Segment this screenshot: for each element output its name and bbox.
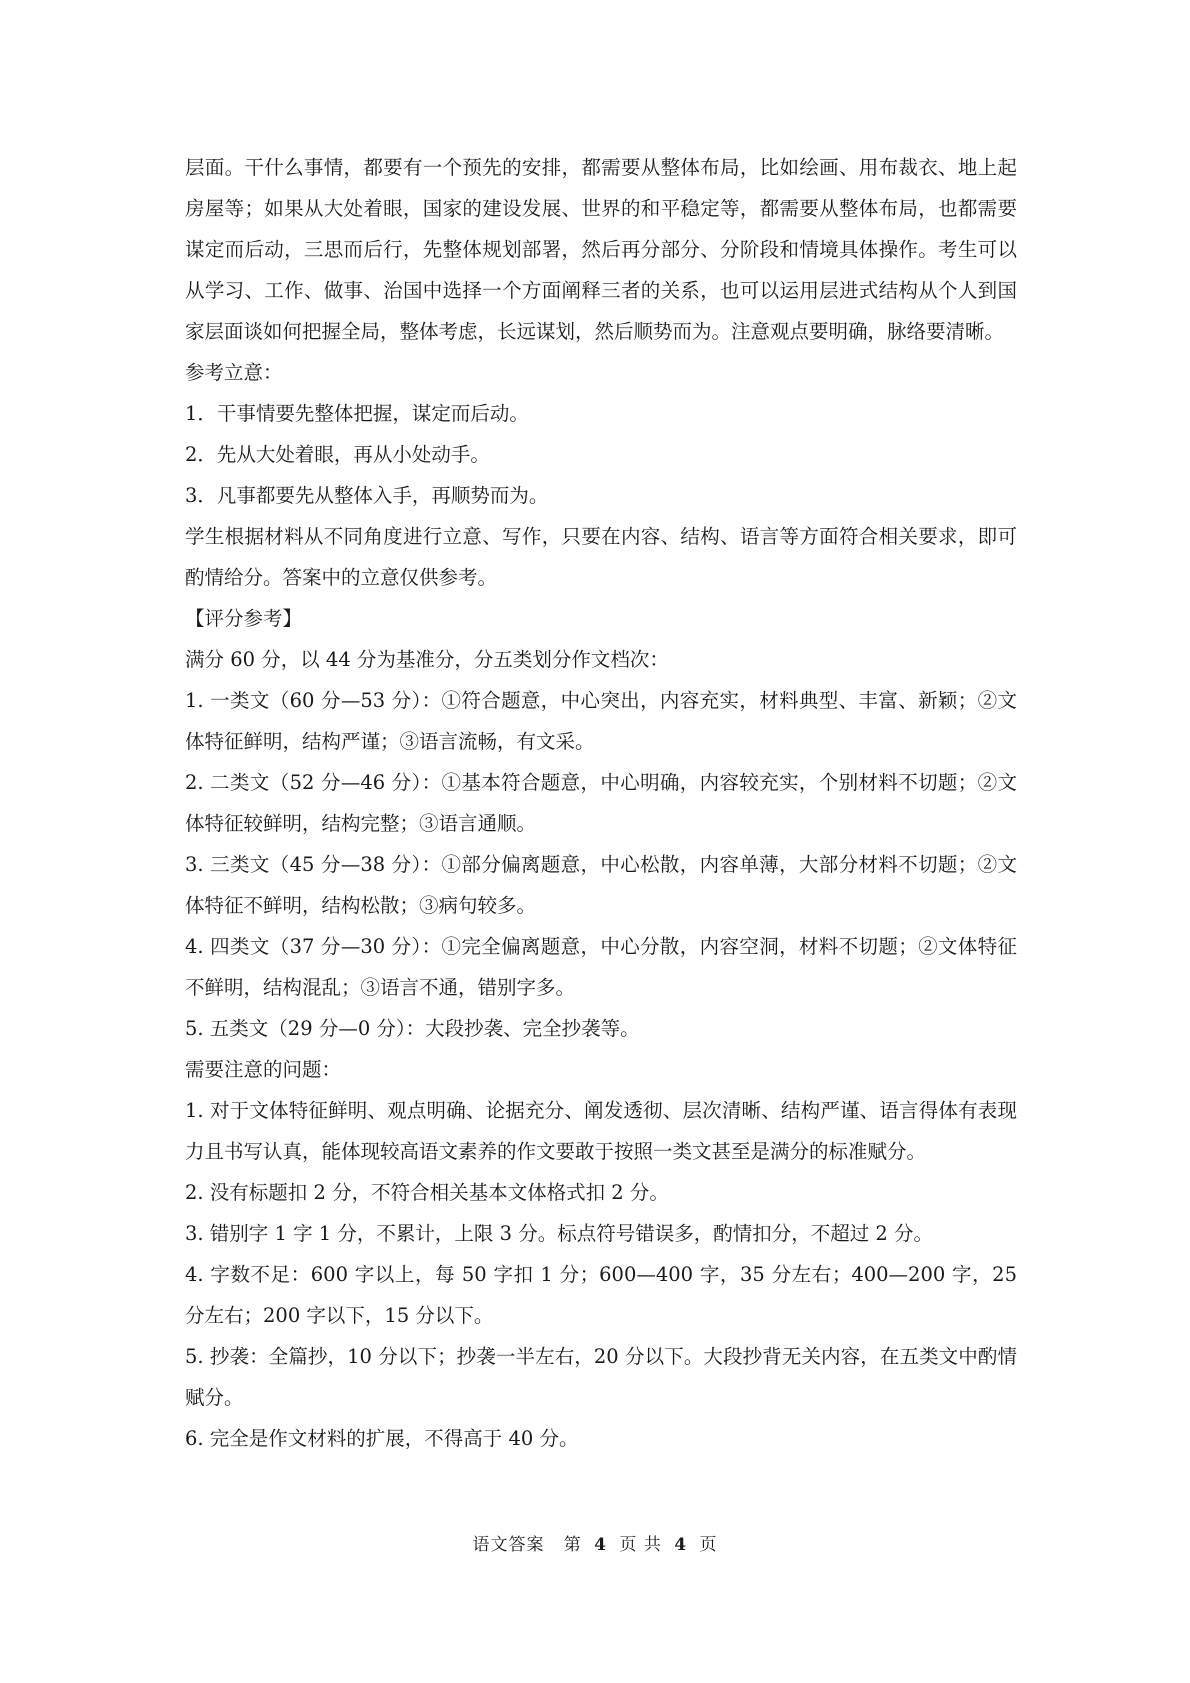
grade-level-item: 1. 一类文（60 分—53 分）：①符合题意，中心突出，内容充实，材料典型、丰富、新颖；②文体特征鲜明，结构严谨；③语言流畅，有文采。 [185, 689, 1017, 753]
grade-level-item: 5. 五类文（29 分—0 分）：大段抄袭、完全抄袭等。 [185, 1017, 640, 1040]
heading-scoring-reference: 【评分参考】 [185, 607, 303, 630]
footer-page-number: 4 [594, 1535, 607, 1555]
footer-total-unit: 页 [699, 1535, 718, 1555]
paragraph-scoring-intro: 层面。干什么事情，都要有一个预先的安排，都需要从整体布局，比如绘画、用布裁衣、地上起房屋等；如果从大处着眼，国家的建设发展、世界的和平稳定等，都需要从整体布局，也都需要谋定而后动，三思而后行，先整体规划部署，然后再分部分、分阶段和情境具体操作。考生可以从学习、工作、做事、治国中选择一个方面阐释三者的关系，也可以运用层进式结构从个人到国家层面谈如何把握全局，整体考虑，长远谋划，然后顺势而为。注意观点要明确，脉络要清晰。 [185, 156, 1017, 343]
heading-notes: 需要注意的问题： [185, 1058, 342, 1081]
paragraph-full-score: 满分 60 分，以 44 分为基准分，分五类划分作文档次： [185, 648, 669, 671]
reference-theme-item: 3．凡事都要先从整体入手，再顺势而为。 [185, 484, 549, 507]
grade-level-item: 3. 三类文（45 分—38 分）：①部分偏离题意，中心松散，内容单薄，大部分材料不切题；②文体特征不鲜明，结构松散；③病句较多。 [185, 853, 1017, 917]
footer-total-prefix: 共 [643, 1535, 662, 1555]
page-footer [0, 1530, 1190, 1555]
footer-page-prefix: 第 [563, 1535, 582, 1555]
reference-theme-item: 1．干事情要先整体把握，谋定而后动。 [185, 402, 529, 425]
note-item: 1. 对于文体特征鲜明、观点明确、论据充分、阐发透彻、层次清晰、结构严谨、语言得体有表现力且书写认真，能体现较高语文素养的作文要敢于按照一类文甚至是满分的标准赋分。 [185, 1099, 1017, 1163]
footer-total-pages: 4 [674, 1535, 688, 1555]
note-item: 6. 完全是作文材料的扩展，不得高于 40 分。 [185, 1427, 579, 1450]
note-item: 2. 没有标题扣 2 分，不符合相关基本文体格式扣 2 分。 [185, 1181, 669, 1204]
grade-level-item: 4. 四类文（37 分—30 分）：①完全偏离题意，中心分散，内容空洞，材料不切题；②文体特征不鲜明，结构混乱；③语言不通，错别字多。 [185, 935, 1017, 999]
note-item: 5. 抄袭：全篇抄，10 分以下；抄袭一半左右，20 分以下。大段抄背无关内容，在五类文中酌情赋分。 [185, 1345, 1017, 1409]
grade-level-item: 2. 二类文（52 分—46 分）：①基本符合题意，中心明确，内容较充实，个别材料不切题；②文体特征较鲜明，结构完整；③语言通顺。 [185, 771, 1017, 835]
paragraph-theme-note: 学生根据材料从不同角度进行立意、写作，只要在内容、结构、语言等方面符合相关要求，即可酌情给分。答案中的立意仅供参考。 [185, 525, 1017, 589]
footer-page-unit: 页 [619, 1535, 638, 1555]
answer-text-body [185, 147, 1017, 1459]
note-item: 3. 错别字 1 字 1 分，不累计，上限 3 分。标点符号错误多，酌情扣分，不超过 2 分。 [185, 1222, 934, 1245]
reference-theme-item: 2．先从大处着眼，再从小处动手。 [185, 443, 490, 466]
heading-reference-theme: 参考立意： [185, 361, 283, 384]
footer-subject: 语文答案 [472, 1535, 545, 1555]
note-item: 4. 字数不足：600 字以上，每 50 字扣 1 分；600—400 字，35 分左右；400—200 字，25 分左右；200 字以下，15 分以下。 [185, 1263, 1017, 1327]
